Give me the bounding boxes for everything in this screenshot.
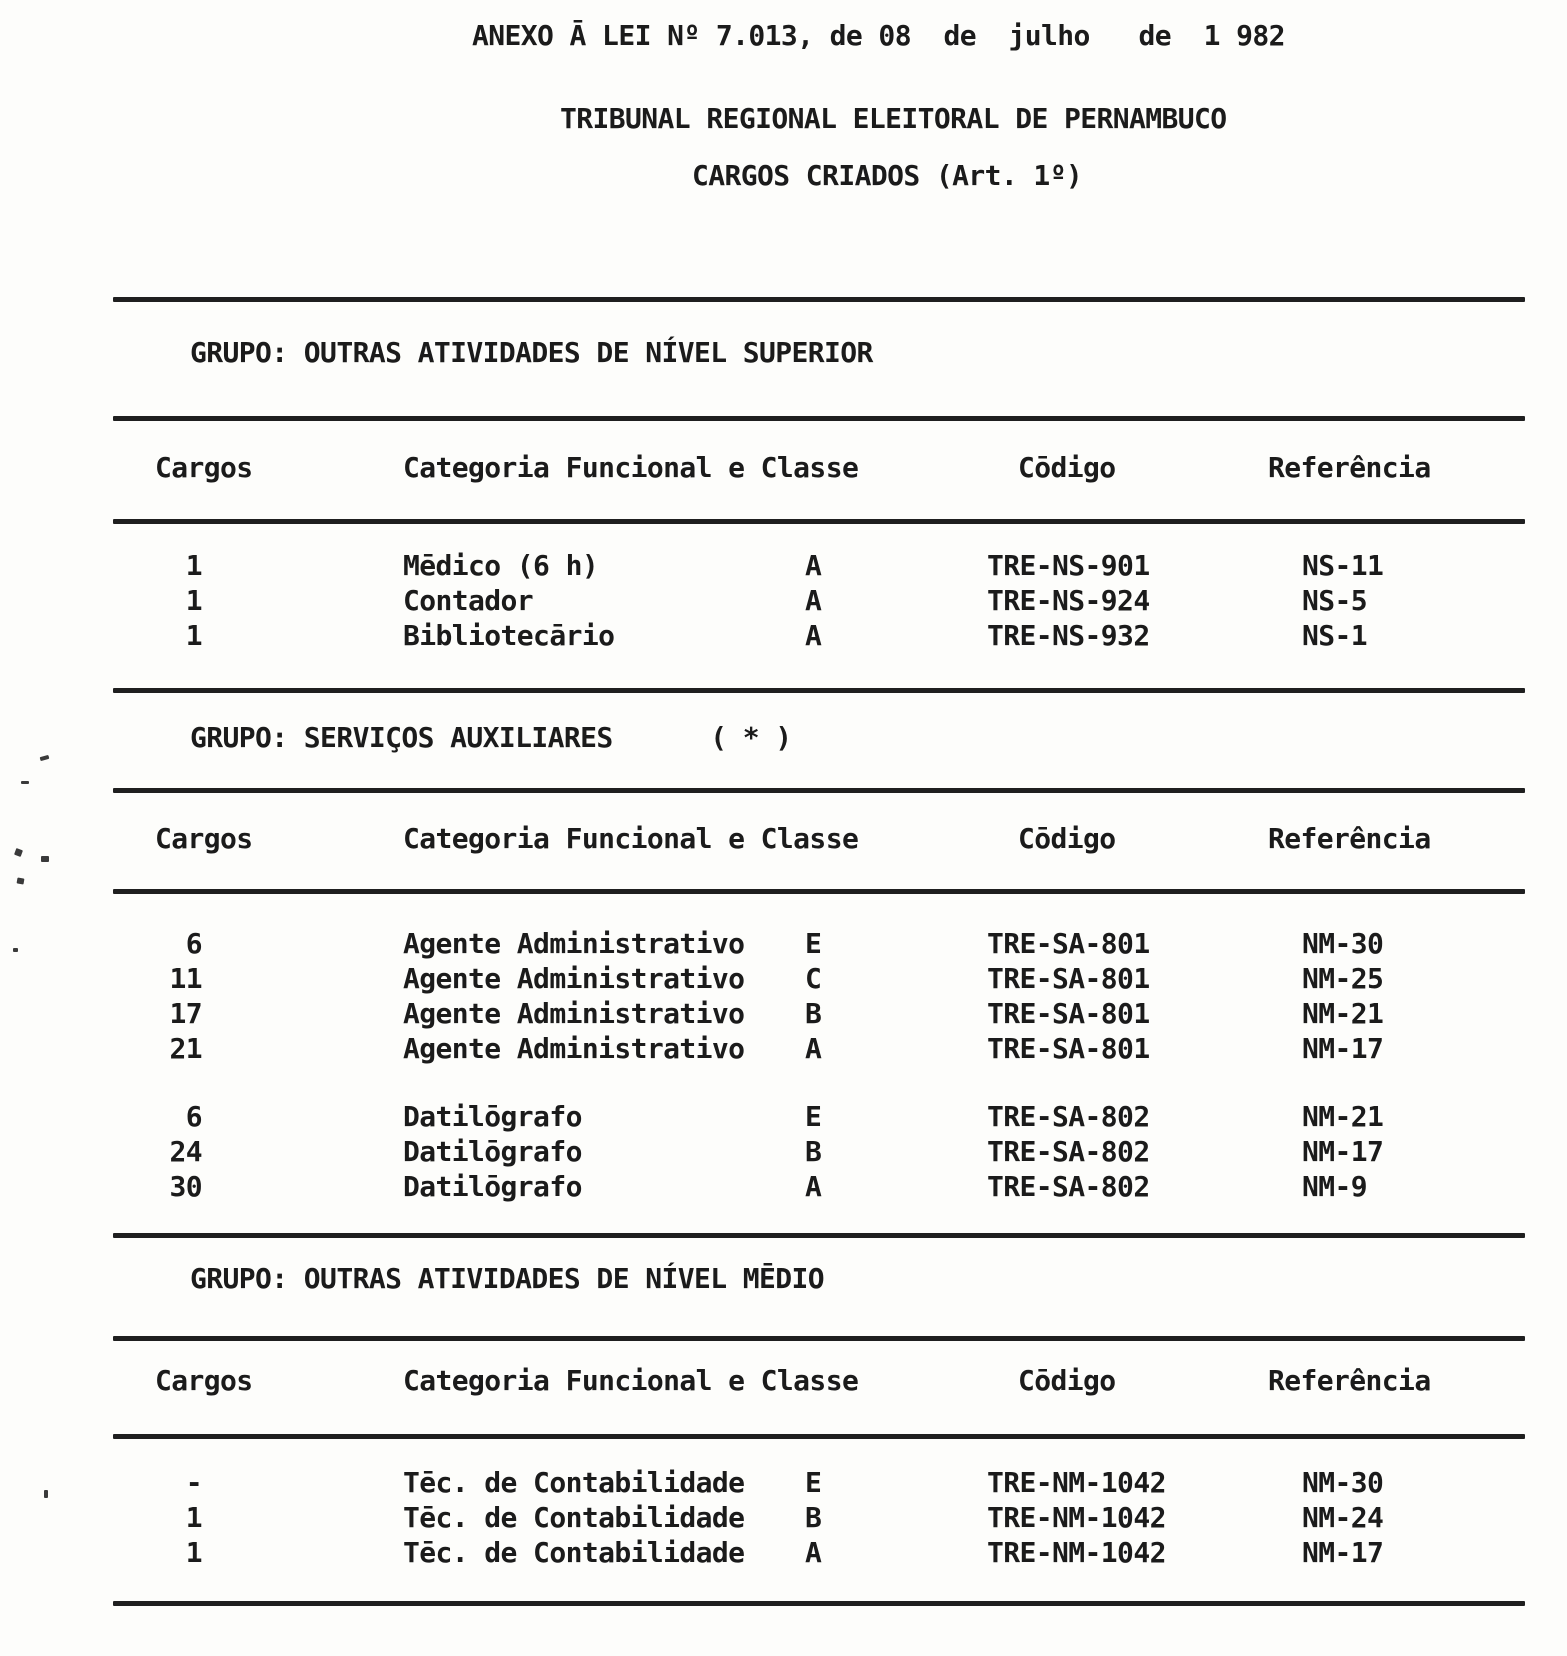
cell-categoria: Tēc. de Contabilidade bbox=[403, 1501, 745, 1534]
cell-referencia: NM-30 bbox=[1302, 1466, 1384, 1499]
cell-classe: A bbox=[805, 1536, 822, 1569]
cell-cargos: 17 bbox=[169, 997, 202, 1030]
cell-categoria: Datilōgrafo bbox=[403, 1170, 582, 1203]
table-row bbox=[0, 1031, 1567, 1066]
horizontal-rule bbox=[113, 1434, 1525, 1439]
horizontal-rule bbox=[113, 519, 1525, 524]
cell-cargos: 11 bbox=[169, 962, 202, 995]
col-header-categoria: Categoria Funcional e Classe bbox=[403, 822, 859, 855]
cell-referencia: NM-21 bbox=[1302, 1100, 1384, 1133]
table-row bbox=[0, 996, 1567, 1031]
cell-cargos: 1 bbox=[185, 584, 202, 617]
cell-categoria: Tēc. de Contabilidade bbox=[403, 1536, 745, 1569]
table-row bbox=[0, 583, 1567, 618]
horizontal-rule bbox=[113, 788, 1525, 793]
cell-referencia: NS-1 bbox=[1302, 619, 1368, 652]
table-row bbox=[0, 1535, 1567, 1570]
scan-speck bbox=[40, 755, 50, 761]
col-header-cargos: Cargos bbox=[155, 822, 253, 855]
cell-cargos: - bbox=[185, 1466, 202, 1499]
table-row bbox=[0, 926, 1567, 961]
cell-referencia: NM-17 bbox=[1302, 1536, 1384, 1569]
cell-codigo: TRE-SA-802 bbox=[987, 1170, 1150, 1203]
cell-cargos: 1 bbox=[185, 549, 202, 582]
cell-codigo: TRE-NM-1042 bbox=[987, 1466, 1166, 1499]
cell-categoria: Mēdico (6 h) bbox=[403, 549, 599, 582]
col-header-codigo: Cōdigo bbox=[1018, 1364, 1116, 1397]
cell-classe: B bbox=[805, 997, 822, 1030]
cell-categoria: Datilōgrafo bbox=[403, 1100, 582, 1133]
col-header-cargos: Cargos bbox=[155, 451, 253, 484]
col-header-codigo: Cōdigo bbox=[1018, 451, 1116, 484]
col-header-cargos: Cargos bbox=[155, 1364, 253, 1397]
table-row bbox=[0, 1500, 1567, 1535]
cell-codigo: TRE-SA-802 bbox=[987, 1135, 1150, 1168]
table-row bbox=[0, 618, 1567, 653]
horizontal-rule bbox=[113, 1233, 1525, 1238]
cell-classe: E bbox=[805, 1466, 822, 1499]
cell-codigo: TRE-NM-1042 bbox=[987, 1536, 1166, 1569]
cell-classe: A bbox=[805, 1170, 822, 1203]
table-body-superior bbox=[0, 548, 1567, 653]
cell-classe: B bbox=[805, 1135, 822, 1168]
table-row bbox=[0, 548, 1567, 583]
cell-categoria: Bibliotecārio bbox=[403, 619, 615, 652]
cell-codigo: TRE-NM-1042 bbox=[987, 1501, 1166, 1534]
cell-categoria: Contador bbox=[403, 584, 534, 617]
table-body-auxiliares-agente bbox=[0, 926, 1567, 1066]
horizontal-rule bbox=[113, 1601, 1525, 1606]
cell-referencia: NM-17 bbox=[1302, 1135, 1384, 1168]
group-label-medio: GRUPO: OUTRAS ATIVIDADES DE NÍVEL MĒDIO bbox=[190, 1262, 825, 1295]
horizontal-rule bbox=[113, 1336, 1525, 1341]
scan-speck bbox=[21, 781, 29, 784]
cell-classe: E bbox=[805, 1100, 822, 1133]
horizontal-rule bbox=[113, 416, 1525, 421]
scan-speck bbox=[44, 1490, 48, 1498]
cell-codigo: TRE-SA-801 bbox=[987, 962, 1150, 995]
col-header-categoria: Categoria Funcional e Classe bbox=[403, 451, 859, 484]
cell-codigo: TRE-SA-801 bbox=[987, 1032, 1150, 1065]
horizontal-rule bbox=[113, 297, 1525, 302]
cell-codigo: TRE-NS-901 bbox=[987, 549, 1150, 582]
cell-classe: A bbox=[805, 549, 822, 582]
table-row bbox=[0, 1099, 1567, 1134]
scan-speck bbox=[17, 877, 25, 884]
col-header-referencia: Referência bbox=[1268, 451, 1431, 484]
table-header-row bbox=[0, 821, 1567, 856]
col-header-categoria: Categoria Funcional e Classe bbox=[403, 1364, 859, 1397]
cell-cargos: 1 bbox=[185, 1536, 202, 1569]
table-body-auxiliares-datilografo bbox=[0, 1099, 1567, 1204]
cell-codigo: TRE-SA-801 bbox=[987, 997, 1150, 1030]
scan-speck bbox=[41, 856, 49, 862]
cell-categoria: Agente Administrativo bbox=[403, 997, 745, 1030]
cell-categoria: Tēc. de Contabilidade bbox=[403, 1466, 745, 1499]
cell-categoria: Agente Administrativo bbox=[403, 927, 745, 960]
horizontal-rule bbox=[113, 688, 1525, 693]
table-row bbox=[0, 1169, 1567, 1204]
cell-referencia: NM-30 bbox=[1302, 927, 1384, 960]
cell-cargos: 6 bbox=[185, 1100, 202, 1133]
document-subtitle-2: CARGOS CRIADOS (Art. 1º) bbox=[692, 159, 1083, 192]
table-body-medio bbox=[0, 1465, 1567, 1570]
cell-classe: E bbox=[805, 927, 822, 960]
table-row bbox=[0, 961, 1567, 996]
cell-cargos: 24 bbox=[169, 1135, 202, 1168]
col-header-referencia: Referência bbox=[1268, 822, 1431, 855]
cell-codigo: TRE-SA-802 bbox=[987, 1100, 1150, 1133]
cell-referencia: NS-5 bbox=[1302, 584, 1368, 617]
table-row bbox=[0, 1134, 1567, 1169]
cell-codigo: TRE-SA-801 bbox=[987, 927, 1150, 960]
horizontal-rule bbox=[113, 889, 1525, 894]
table-header-row bbox=[0, 1363, 1567, 1398]
cell-referencia: NM-21 bbox=[1302, 997, 1384, 1030]
cell-cargos: 21 bbox=[169, 1032, 202, 1065]
table-row bbox=[0, 1465, 1567, 1500]
cell-referencia: NM-9 bbox=[1302, 1170, 1368, 1203]
scan-speck bbox=[13, 948, 18, 952]
cell-classe: A bbox=[805, 1032, 822, 1065]
col-header-referencia: Referência bbox=[1268, 1364, 1431, 1397]
cell-cargos: 6 bbox=[185, 927, 202, 960]
cell-referencia: NS-11 bbox=[1302, 549, 1384, 582]
group-label-auxiliares: GRUPO: SERVIÇOS AUXILIARES ( * ) bbox=[190, 721, 792, 754]
table-header-row bbox=[0, 450, 1567, 485]
document-title: ANEXO Ā LEI Nº 7.013, de 08 de julho de 1 982 bbox=[472, 19, 1285, 52]
col-header-codigo: Cōdigo bbox=[1018, 822, 1116, 855]
cell-referencia: NM-25 bbox=[1302, 962, 1384, 995]
cell-cargos: 1 bbox=[185, 1501, 202, 1534]
cell-cargos: 30 bbox=[169, 1170, 202, 1203]
cell-classe: A bbox=[805, 584, 822, 617]
cell-codigo: TRE-NS-924 bbox=[987, 584, 1150, 617]
cell-classe: C bbox=[805, 962, 822, 995]
cell-classe: B bbox=[805, 1501, 822, 1534]
cell-categoria: Datilōgrafo bbox=[403, 1135, 582, 1168]
cell-codigo: TRE-NS-932 bbox=[987, 619, 1150, 652]
cell-cargos: 1 bbox=[185, 619, 202, 652]
cell-categoria: Agente Administrativo bbox=[403, 1032, 745, 1065]
cell-categoria: Agente Administrativo bbox=[403, 962, 745, 995]
group-label-superior: GRUPO: OUTRAS ATIVIDADES DE NÍVEL SUPERIOR bbox=[190, 336, 873, 369]
cell-classe: A bbox=[805, 619, 822, 652]
cell-referencia: NM-24 bbox=[1302, 1501, 1384, 1534]
document-subtitle: TRIBUNAL REGIONAL ELEITORAL DE PERNAMBUCO bbox=[560, 102, 1227, 135]
cell-referencia: NM-17 bbox=[1302, 1032, 1384, 1065]
